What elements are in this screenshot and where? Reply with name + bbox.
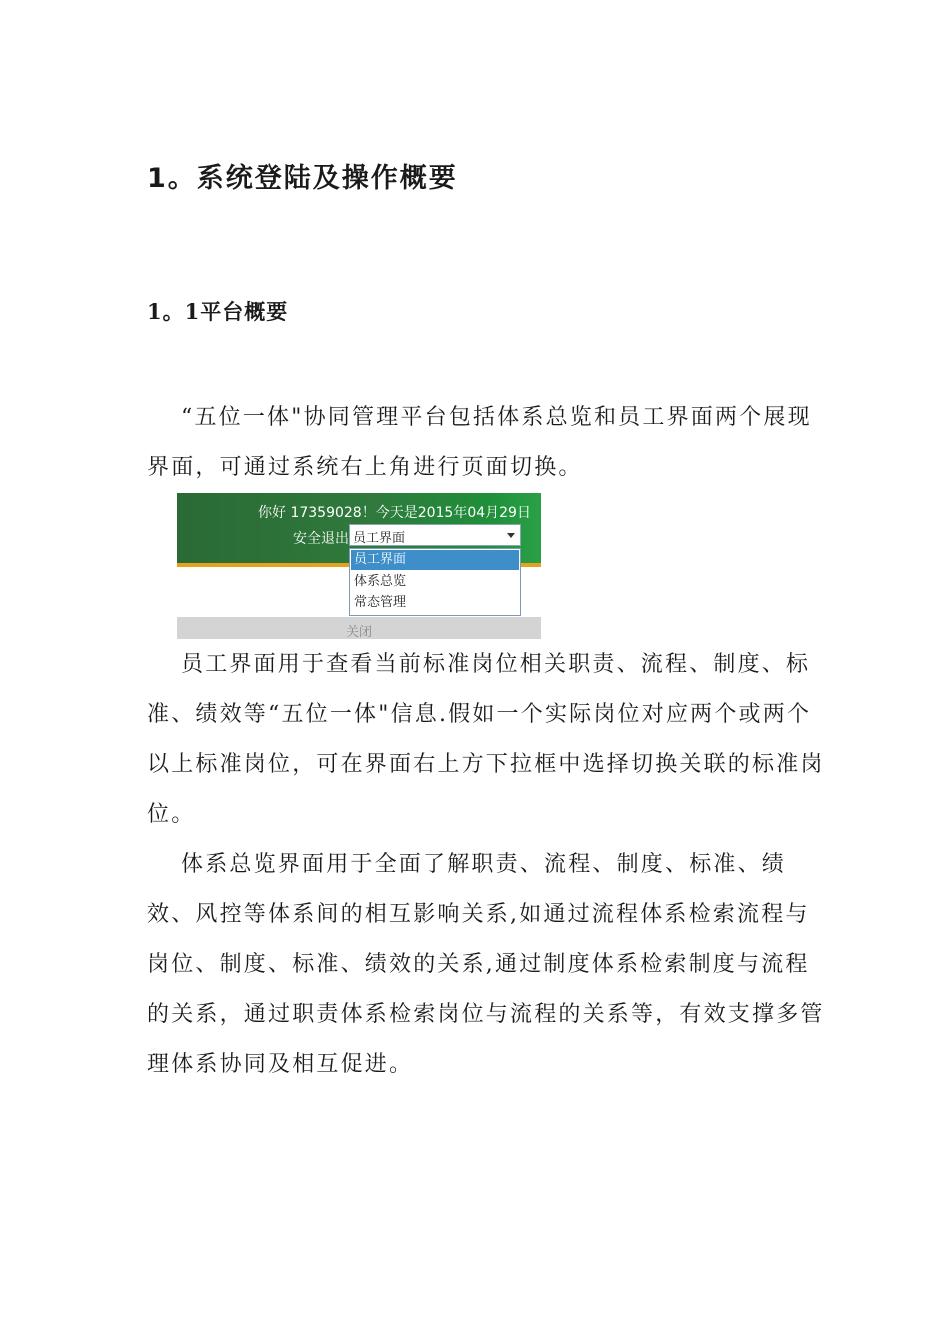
option-employee-view[interactable]: 员工界面 — [351, 550, 519, 570]
option-system-overview[interactable]: 体系总览 — [354, 574, 407, 589]
view-select[interactable] — [349, 524, 521, 546]
paragraph-intro: “五位一体"协同管理平台包括体系总览和员工界面两个展现界面，可通过系统右上角进行页面切换。 — [147, 405, 812, 480]
view-select-value: 员工界面 — [353, 531, 406, 546]
embedded-screenshot — [177, 493, 541, 639]
paragraph-employee-view: 员工界面用于查看当前标准岗位相关职责、流程、制度、标准、绩效等“五位一体"信息.假如一个实际岗位对应两个或两个以上标准岗位，可在界面右上方下拉框中选择切换关联的标准岗位。 — [147, 652, 825, 827]
subsection-heading: 1。1平台概要 — [147, 299, 289, 324]
view-select-dropdown — [349, 548, 521, 616]
close-label[interactable]: 关闭 — [345, 625, 372, 639]
paragraph-system-overview: 体系总览界面用于全面了解职责、流程、制度、标准、绩效、风控等体系间的相互影响关系,如通过流程体系检索流程与岗位、制度、标准、绩效的关系,通过制度体系检索制度与流程的关系，通过职责体系检索岗位与流程的关系等，有效支撑多管理体系协同及相互促进。 — [147, 852, 825, 1077]
greeting-text: 你好 17359028！今天是2015年04月29日 — [258, 505, 531, 521]
logout-link[interactable]: 安全退出 — [293, 531, 349, 547]
section-heading: 1。系统登陆及操作概要 — [147, 163, 458, 194]
option-routine-management[interactable]: 常态管理 — [354, 595, 407, 610]
chevron-down-icon[interactable] — [507, 533, 515, 538]
